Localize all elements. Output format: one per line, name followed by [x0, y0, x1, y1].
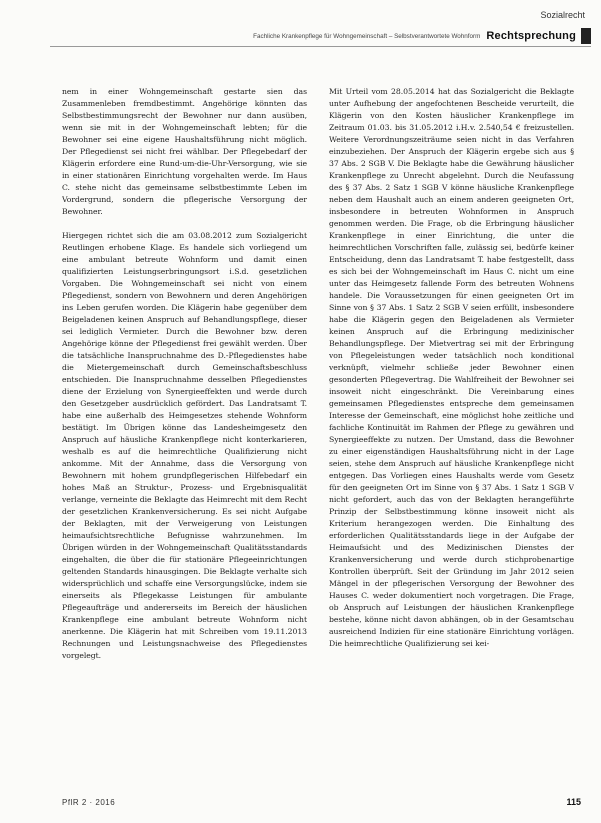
- page-number: 115: [566, 797, 581, 807]
- section-label: Sozialrecht: [540, 10, 585, 20]
- left-column: [62, 86, 307, 766]
- header-subtitle: Fachliche Krankenpflege für Wohngemeinschaft – Selbstverantwortete Wohnform: [253, 32, 481, 40]
- paragraph: Mit Urteil vom 28.05.2014 hat das Sozialgericht die Beklagte unter Aufhebung der angefochtenen Bescheide verurteilt, die Klägerin von den Kosten häuslicher Krankenpflege im Zeitraum 01.03. bis 31.05.2012 i.H.v. 2.540,54 € freizustellen. Weitere Verordnungszeiträume seien nicht in das Verfahren einzubeziehen. Der Anspruch der Klägerin ergebe sich aus § 37 Abs. 2 SGB V. Die Beklagte habe die Gewährung häuslicher Krankenpflege zu Unrecht abgelehnt. Durch die Neufassung des § 37 Abs. 2 Satz 1 SGB V könne häusliche Krankenpflege neben dem Haushalt auch an einem anderen geeigneten Ort, insbesondere in betreuten Wohnformen in Anspruch genommen werden. Die Frage, ob die Erbringung häuslicher Krankenpflege in einer Einrichtung, die unter die heimrechtlichen Vorschriften falle, zulässig sei, bedürfe keiner Entscheidung, denn das Landratsamt T. habe festgestellt, dass es sich bei der Wohngemeinschaft im Haus C. nicht um eine unter das Heimgesetz fallende Form des betreuten Wohnens handele. Die Voraussetzungen für einen geeigneten Ort im Sinne von § 37 Abs. 1 Satz 2 SGB V seien erfüllt, insbesondere habe die Klägerin gegen den Beigeladenen als Vermieter keinen Anspruch auf die Erbringung medizinischer Behandlungspflege. Der Mietvertrag sei mit der Erbringung von Pflegeleistungen weder tatsächlich noch konditional verknüpft, vielmehr schließe jeder Bewohner einen gesonderten Pflegevertrag. Die Wahlfreiheit der Bewohner sei insoweit nicht eingeschränkt. Die Vereinbarung eines gemeinsamen Pflegedienstes entspreche dem gemeinsamen Interesse der Gemeinschaft, eine möglichst hohe zeitliche und fachliche Kontinuität im Rahmen der Pflege zu gewähren und Synergieeffekte zu nutzen. Der Umstand, dass die Bewohner zu einer eigenständigen Haushaltsführung nicht in der Lage seien, stehe dem Anspruch auf häusliche Krankenpflege nicht entgegen. Das Vorliegen eines Haushalts werde vom Gesetz für den geeigneten Ort im Sinne von § 37 Abs. 1 Satz 1 SGB V nicht gefordert, auch das von der Beklagten herangeführte Prinzip der Selbstbestimmung könne insoweit nicht als Kriterium herangezogen werden. Die Einhaltung des erforderlichen Qualitätsstandards liege in der Aufgabe der Heimaufsicht und des Medizinischen Dienstes der Krankenversicherung und werde durch stichprobenartige Kontrollen überprüft. Seit der Gründung im Jahr 2012 seien Mängel in der pflegerischen Versorgung der Bewohner des Hauses C. weder dokumentiert noch vorgetragen. Die Frage, ob Anspruch auf Leistungen der häuslichen Krankenpflege bestehe, könne nicht davon abhängen, ob in der Gesamtschau ausreichend Indizien für eine stationäre Einrichtung vorlägen. Die heimrechtliche Qualifizierung sei kei-: [329, 87, 574, 648]
- journal-issue: PflR 2 · 2016: [62, 797, 116, 807]
- section-marker: [581, 28, 591, 44]
- body-columns: [62, 86, 574, 766]
- page-footer: [62, 795, 581, 809]
- header-title: Rechtsprechung: [486, 30, 576, 42]
- right-column: [329, 86, 574, 766]
- running-header: [50, 26, 591, 47]
- paragraph: nem in einer Wohngemeinschaft gestarte sien das Zusammenleben fremdbestimmt. Angehörige könnten das Selbstbestimmungsrecht der Bewohner nur dann ausüben, wenn sie mit in der Wohngemeinschaft lebten; für die Bewohner sei eine eigene Haushaltsführung nicht möglich. Der Pflegedienst sei nicht frei wählbar. Der Pflegebedarf der Klägerin erfordere eine Rund-um-die-Uhr-Versorgung, wie sie in einer stationären Einrichtung vorgehalten werde. Im Haus C. stehe nicht das gemeinsame selbstbestimmte Leben im Vordergrund, sondern die pflegerische Versorgung der Bewohner.: [62, 87, 307, 216]
- paragraph: Hiergegen richtet sich die am 03.08.2012 zum Sozialgericht Reutlingen erhobene Klage. Es handele sich vorliegend um eine ambulant betreute Wohnform und damit einen qualifizierten Leistungserbringungsort i.S.d. gesetzlichen Vorgaben. Die Wohngemeinschaft sei nicht von einem Pflegedienst, sondern von Bewohnern und deren Angehörigen ins Leben gerufen worden. Die Klägerin habe gegenüber dem Beigeladenen keinen Anspruch auf Behandlungspflege, dieser sei lediglich Vermieter. Durch die Bewohner bzw. deren Angehörige könne der Pflegedienst frei gewählt werden. Über die tatsächliche Inanspruchnahme des D.-Pflegedienstes habe die Mietergemeinschaft durch Gemeinschaftsbeschluss entschieden. Die Inanspruchnahme desselben Pflegedienstes diene der Erzielung von Synergieeffekten und werde durch den Gesetzgeber ausdrücklich gefördert. Das Landratsamt T. habe eine außerhalb des Heimgesetzes stehende Wohnform bestätigt. Im Übrigen könne das Landesheimgesetz den Anspruch auf häusliche Krankenpflege nicht konterkarieren, weshalb es auf die heimrechtliche Qualifizierung nicht ankomme. Mit der Annahme, dass die Versorgung von Bewohnern mit hohem grundpflegerischen Hilfebedarf ein hohes Maß an Struktur-, Prozess- und Ergebnisqualität verlange, verneinte die Beklagte das Heimrecht mit dem Recht der gesetzlichen Krankenversicherung. Es sei nicht Aufgabe der Beklagten, mit der Verweigerung von Leistungen heimaufsichtsrechtliche Befugnisse wahrzunehmen. Im Übrigen würden in der Wohngemeinschaft Qualitätsstandards eingehalten, die über die für stationäre Pflegeeinrichtungen geltenden Standards hinausgingen. Die Beklagte verhalte sich widersprüchlich und schaffe eine Versorgungslücke, indem sie einerseits als Pflegekasse Leistungen für ambulante Pflegeaufträge und andererseits im Bereich der häuslichen Krankenpflege eine ambulant betreute Wohnform nicht anerkenne. Die Klägerin hat mit Schreiben vom 19.11.2013 Rechnungen und Leistungsnachweise des Pflegedienstes vorgelegt.: [62, 231, 307, 660]
